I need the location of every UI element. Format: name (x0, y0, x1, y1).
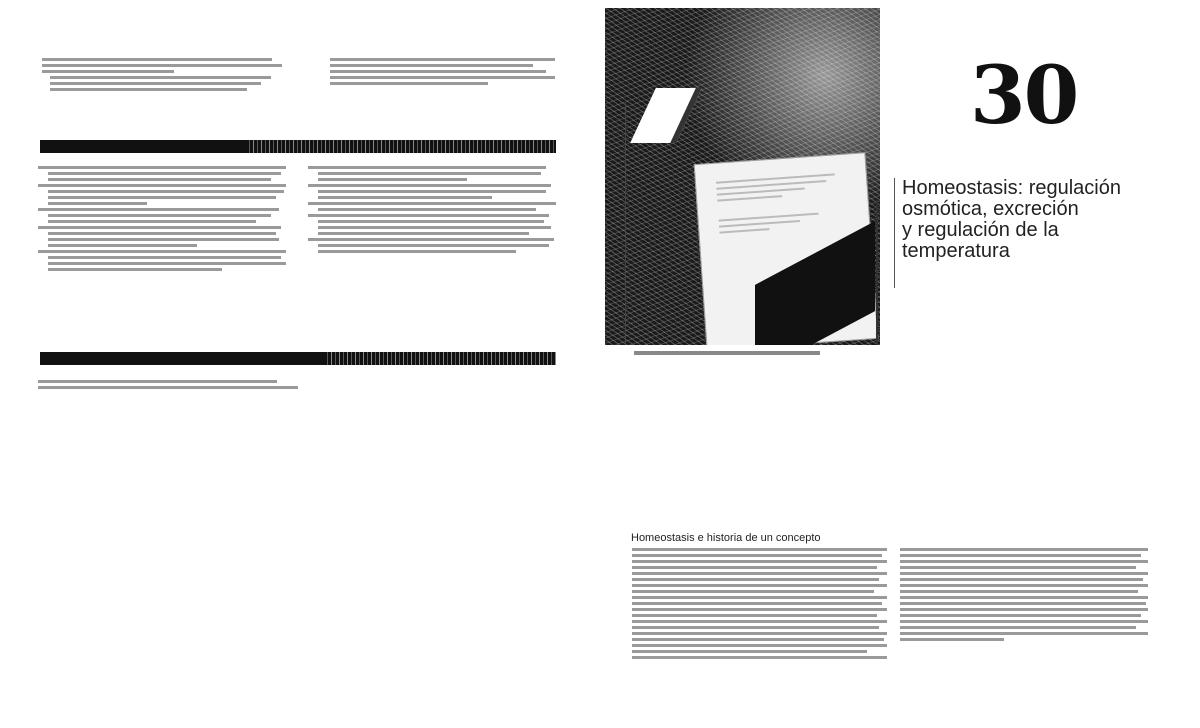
chapter-number: 30 (970, 48, 1078, 142)
photo-caption (634, 351, 820, 358)
chapter-title-rule (894, 178, 895, 288)
section-heading: Homeostasis e historia de un concepto (631, 532, 821, 544)
right-page (600, 0, 1200, 728)
section-bar-web-resources (40, 352, 556, 365)
body-text-column-2 (330, 58, 555, 88)
web-resources-text (38, 380, 298, 392)
references-column-1 (38, 166, 286, 274)
section-body-column-2 (900, 548, 1148, 644)
body-text-column-1 (42, 58, 282, 94)
chapter-title: Homeostasis: regulación osmótica, excreción y regulación de la temperatura (902, 177, 1121, 262)
section-body-column-1 (632, 548, 887, 662)
references-column-2 (308, 166, 556, 256)
section-bar-references (40, 140, 556, 153)
chapter-opener-photo (605, 8, 880, 345)
